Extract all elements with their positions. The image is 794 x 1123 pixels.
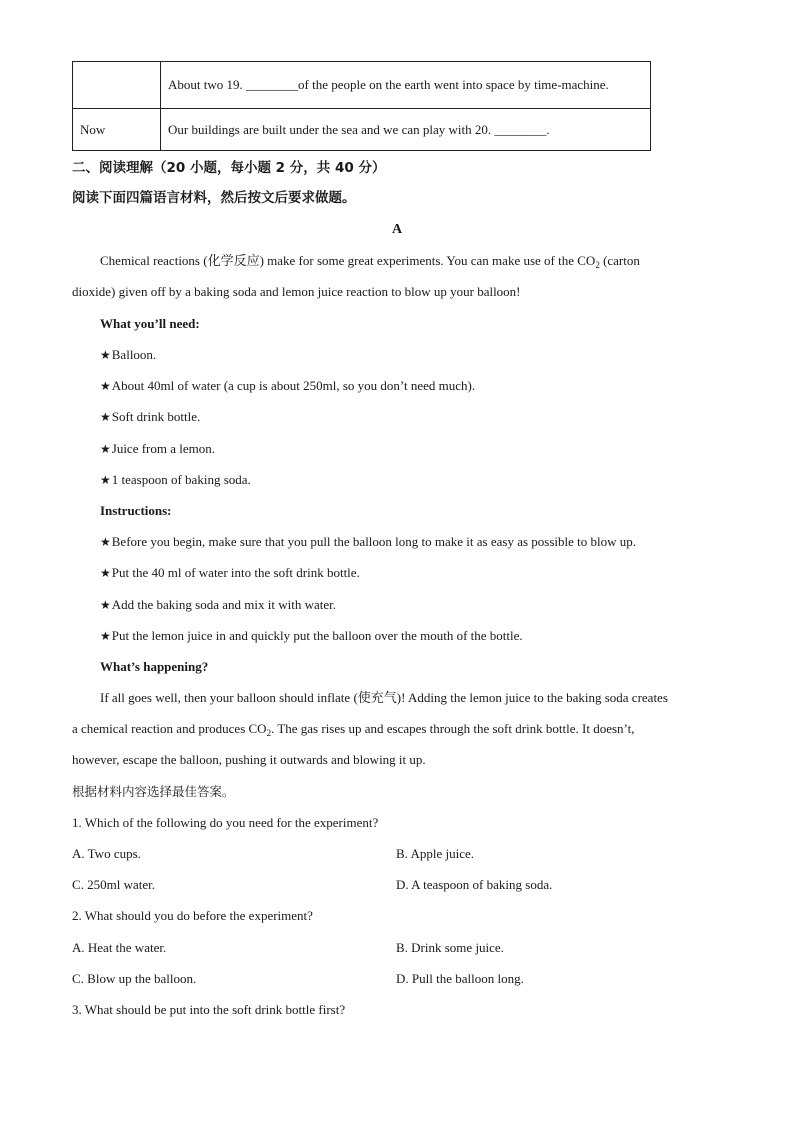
star-icon: ★: [100, 566, 111, 580]
list-item-text: Balloon.: [111, 347, 157, 362]
list-item: [100, 628, 523, 644]
text-run: . The gas rises up and escapes through the soft drink bottle. It doesn’t,: [271, 721, 635, 736]
option-a: A. Two cups.: [72, 846, 141, 861]
option-c: C. Blow up the balloon.: [72, 971, 197, 986]
option-b: B. Drink some juice.: [396, 940, 504, 955]
list-item: [100, 409, 200, 425]
text-run: Chemical reactions (化学反应) make for some great experiments. You can make use of the CO: [100, 253, 596, 268]
list-item: [100, 534, 636, 550]
subscript: 2: [266, 728, 272, 738]
section-heading: 二、阅读理解（20 小题，每小题 2 分，共 40 分）: [72, 160, 386, 176]
star-icon: ★: [100, 410, 111, 424]
list-item-text: Juice from a lemon.: [111, 441, 216, 456]
list-item: [100, 441, 215, 457]
question-stem: 2. What should you do before the experiment?: [72, 908, 313, 923]
table-cell-time: [73, 62, 161, 109]
question-stem: 3. What should be put into the soft drink bottle first?: [72, 1002, 346, 1017]
list-item: [100, 472, 251, 488]
table-row: [73, 109, 651, 151]
text-run: a chemical reaction and produces CO: [72, 721, 267, 736]
passage-paragraph-line: dioxide) given off by a baking soda and lemon juice reaction to blow up your balloon!: [72, 284, 521, 299]
list-item-text: Before you begin, make sure that you pull the balloon long to make it as easy as possible to blow up.: [111, 534, 636, 549]
star-icon: ★: [100, 473, 111, 487]
star-icon: ★: [100, 598, 111, 612]
instructions-heading: Instructions:: [100, 503, 172, 518]
list-item: [100, 378, 475, 394]
star-icon: ★: [100, 379, 111, 393]
questions-instruction: 根据材料内容选择最佳答案。: [72, 784, 235, 799]
option-a: A. Heat the water.: [72, 940, 167, 955]
subscript: 2: [595, 260, 600, 270]
happening-heading: What’s happening?: [100, 659, 209, 674]
star-icon: ★: [100, 442, 111, 456]
table-cell-time: Now: [73, 109, 161, 151]
need-heading: What you’ll need:: [100, 316, 200, 331]
list-item: [100, 565, 360, 581]
list-item-text: Put the 40 ml of water into the soft drink bottle.: [111, 565, 360, 580]
table-cell-content: Our buildings are built under the sea and we can play with 20. ________.: [161, 109, 651, 151]
option-d: D. Pull the balloon long.: [396, 971, 524, 986]
passage-paragraph-line: however, escape the balloon, pushing it outwards and blowing it up.: [72, 752, 426, 767]
option-d: D. A teaspoon of baking soda.: [396, 877, 553, 892]
question-stem: 1. Which of the following do you need for the experiment?: [72, 815, 379, 830]
list-item-text: Put the lemon juice in and quickly put the balloon over the mouth of the bottle.: [111, 628, 523, 643]
passage-paragraph-line: [100, 253, 640, 269]
passage-paragraph-line: If all goes well, then your balloon should inflate (使充气)! Adding the lemon juice to the baking soda creates: [100, 690, 668, 705]
star-icon: ★: [100, 629, 111, 643]
option-b: B. Apple juice.: [396, 846, 474, 861]
list-item: [100, 347, 156, 363]
fill-in-table: [72, 61, 651, 151]
list-item-text: 1 teaspoon of baking soda.: [111, 472, 251, 487]
list-item-text: About 40ml of water (a cup is about 250ml, so you don’t need much).: [111, 378, 476, 393]
list-item-text: Soft drink bottle.: [111, 409, 201, 424]
star-icon: ★: [100, 348, 111, 362]
passage-title: A: [391, 222, 403, 237]
option-c: C. 250ml water.: [72, 877, 156, 892]
passage-paragraph-line: [72, 721, 635, 737]
text-run: (carton: [599, 253, 640, 268]
list-item: [100, 597, 336, 613]
star-icon: ★: [100, 535, 111, 549]
list-item-text: Add the baking soda and mix it with water.: [111, 597, 336, 612]
table-row: [73, 62, 651, 109]
section-instruction: 阅读下面四篇语言材料，然后按文后要求做题。: [72, 190, 356, 206]
table-cell-content: About two 19. ________of the people on the earth went into space by time-machine.: [161, 62, 651, 109]
